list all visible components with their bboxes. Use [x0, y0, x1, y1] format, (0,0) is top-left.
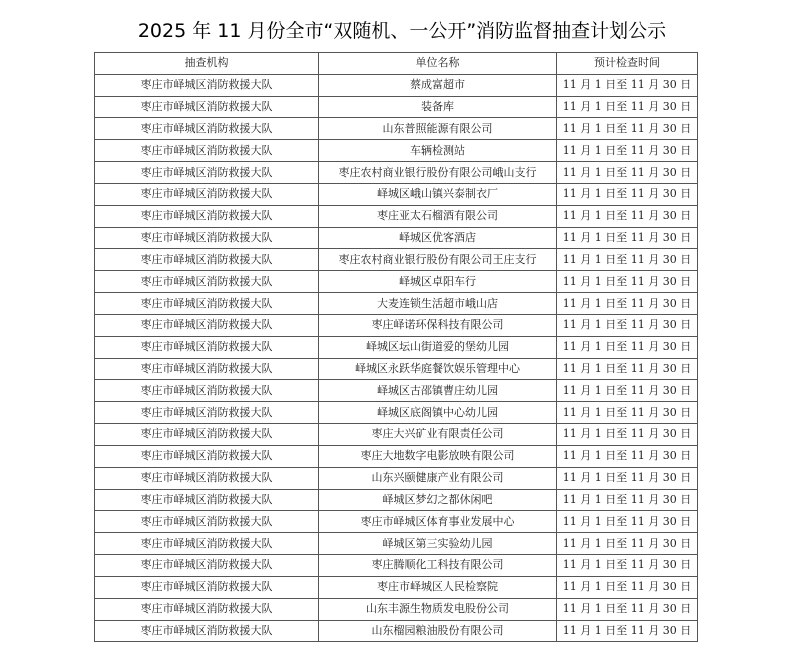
table-row [95, 140, 698, 162]
cell-unit-name: 车辆检测站 [319, 140, 557, 162]
table-row [95, 249, 698, 271]
cell-unit-name: 枣庄腾顺化工科技有限公司 [319, 555, 557, 577]
table-row [95, 489, 698, 511]
table-row [95, 445, 698, 467]
cell-inspection-agency: 枣庄市峄城区消防救援大队 [95, 205, 319, 227]
cell-inspection-time: 11 月 1 日至 11 月 30 日 [557, 227, 698, 249]
cell-inspection-agency: 枣庄市峄城区消防救援大队 [95, 118, 319, 140]
table-body [95, 74, 698, 642]
cell-unit-name: 枣庄农村商业银行股份有限公司峨山支行 [319, 162, 557, 184]
cell-unit-name: 枣庄农村商业银行股份有限公司王庄支行 [319, 249, 557, 271]
header-unit-name: 单位名称 [319, 53, 557, 75]
cell-inspection-agency: 枣庄市峄城区消防救援大队 [95, 402, 319, 424]
cell-inspection-time: 11 月 1 日至 11 月 30 日 [557, 205, 698, 227]
cell-inspection-time: 11 月 1 日至 11 月 30 日 [557, 118, 698, 140]
header-planned-inspection-time: 预计检查时间 [557, 53, 698, 75]
cell-inspection-agency: 枣庄市峄城区消防救援大队 [95, 489, 319, 511]
cell-inspection-time: 11 月 1 日至 11 月 30 日 [557, 511, 698, 533]
cell-unit-name: 山东榴园粮油股份有限公司 [319, 620, 557, 642]
cell-inspection-time: 11 月 1 日至 11 月 30 日 [557, 445, 698, 467]
cell-inspection-agency: 枣庄市峄城区消防救援大队 [95, 555, 319, 577]
table-row [95, 555, 698, 577]
cell-inspection-time: 11 月 1 日至 11 月 30 日 [557, 598, 698, 620]
table-row [95, 467, 698, 489]
table-row [95, 271, 698, 293]
cell-inspection-agency: 枣庄市峄城区消防救援大队 [95, 467, 319, 489]
cell-inspection-time: 11 月 1 日至 11 月 30 日 [557, 183, 698, 205]
table-row [95, 183, 698, 205]
table-row [95, 380, 698, 402]
cell-inspection-agency: 枣庄市峄城区消防救援大队 [95, 293, 319, 315]
cell-unit-name: 枣庄市峄城区体育事业发展中心 [319, 511, 557, 533]
cell-unit-name: 山东兴颐健康产业有限公司 [319, 467, 557, 489]
table-row [95, 293, 698, 315]
cell-unit-name: 蔡成富超市 [319, 74, 557, 96]
header-inspection-agency: 抽查机构 [95, 53, 319, 75]
cell-unit-name: 峄城区底阁镇中心幼儿园 [319, 402, 557, 424]
cell-unit-name: 枣庄峄诺环保科技有限公司 [319, 314, 557, 336]
table-row [95, 74, 698, 96]
cell-unit-name: 峄城区梦幻之都休闲吧 [319, 489, 557, 511]
table-row [95, 511, 698, 533]
cell-inspection-agency: 枣庄市峄城区消防救援大队 [95, 336, 319, 358]
cell-inspection-time: 11 月 1 日至 11 月 30 日 [557, 249, 698, 271]
cell-inspection-time: 11 月 1 日至 11 月 30 日 [557, 576, 698, 598]
cell-inspection-time: 11 月 1 日至 11 月 30 日 [557, 380, 698, 402]
cell-inspection-agency: 枣庄市峄城区消防救援大队 [95, 511, 319, 533]
cell-unit-name: 峄城区永跃华庭餐饮娱乐管理中心 [319, 358, 557, 380]
cell-inspection-agency: 枣庄市峄城区消防救援大队 [95, 183, 319, 205]
cell-unit-name: 枣庄市峄城区人民检察院 [319, 576, 557, 598]
document-title: 2025 年 11 月份全市“双随机、一公开”消防监督抽查计划公示 [137, 20, 667, 42]
cell-unit-name: 峄城区卓阳车行 [319, 271, 557, 293]
cell-inspection-agency: 枣庄市峄城区消防救援大队 [95, 620, 319, 642]
table-row [95, 358, 698, 380]
table-row [95, 227, 698, 249]
cell-inspection-time: 11 月 1 日至 11 月 30 日 [557, 162, 698, 184]
cell-inspection-time: 11 月 1 日至 11 月 30 日 [557, 140, 698, 162]
cell-inspection-agency: 枣庄市峄城区消防救援大队 [95, 598, 319, 620]
cell-unit-name: 峄城区坛山街道爱的堡幼儿园 [319, 336, 557, 358]
cell-inspection-time: 11 月 1 日至 11 月 30 日 [557, 74, 698, 96]
table-row [95, 205, 698, 227]
cell-inspection-agency: 枣庄市峄城区消防救援大队 [95, 271, 319, 293]
cell-unit-name: 山东普照能源有限公司 [319, 118, 557, 140]
cell-inspection-time: 11 月 1 日至 11 月 30 日 [557, 533, 698, 555]
cell-inspection-time: 11 月 1 日至 11 月 30 日 [557, 293, 698, 315]
table-row [95, 576, 698, 598]
cell-inspection-time: 11 月 1 日至 11 月 30 日 [557, 314, 698, 336]
cell-inspection-agency: 枣庄市峄城区消防救援大队 [95, 533, 319, 555]
cell-inspection-agency: 枣庄市峄城区消防救援大队 [95, 424, 319, 446]
cell-inspection-time: 11 月 1 日至 11 月 30 日 [557, 555, 698, 577]
cell-unit-name: 大麦连锁生活超市峨山店 [319, 293, 557, 315]
cell-unit-name: 山东丰源生物质发电股份公司 [319, 598, 557, 620]
cell-inspection-time: 11 月 1 日至 11 月 30 日 [557, 358, 698, 380]
inspection-plan-table [94, 52, 698, 642]
cell-unit-name: 峄城区峨山镇兴泰制衣厂 [319, 183, 557, 205]
cell-inspection-agency: 枣庄市峄城区消防救援大队 [95, 140, 319, 162]
cell-inspection-agency: 枣庄市峄城区消防救援大队 [95, 96, 319, 118]
cell-unit-name: 峄城区古邵镇曹庄幼儿园 [319, 380, 557, 402]
table-row [95, 533, 698, 555]
cell-inspection-agency: 枣庄市峄城区消防救援大队 [95, 445, 319, 467]
table-row [95, 336, 698, 358]
cell-inspection-time: 11 月 1 日至 11 月 30 日 [557, 96, 698, 118]
cell-inspection-agency: 枣庄市峄城区消防救援大队 [95, 74, 319, 96]
cell-inspection-agency: 枣庄市峄城区消防救援大队 [95, 162, 319, 184]
cell-inspection-agency: 枣庄市峄城区消防救援大队 [95, 380, 319, 402]
table-row [95, 402, 698, 424]
cell-inspection-time: 11 月 1 日至 11 月 30 日 [557, 271, 698, 293]
table-row [95, 620, 698, 642]
table-row [95, 424, 698, 446]
cell-inspection-time: 11 月 1 日至 11 月 30 日 [557, 467, 698, 489]
cell-inspection-agency: 枣庄市峄城区消防救援大队 [95, 358, 319, 380]
table-row [95, 162, 698, 184]
cell-inspection-agency: 枣庄市峄城区消防救援大队 [95, 249, 319, 271]
cell-inspection-agency: 枣庄市峄城区消防救援大队 [95, 314, 319, 336]
table-header-row [95, 53, 698, 75]
cell-inspection-agency: 枣庄市峄城区消防救援大队 [95, 576, 319, 598]
cell-inspection-time: 11 月 1 日至 11 月 30 日 [557, 424, 698, 446]
cell-inspection-agency: 枣庄市峄城区消防救援大队 [95, 227, 319, 249]
cell-inspection-time: 11 月 1 日至 11 月 30 日 [557, 402, 698, 424]
table-row [95, 314, 698, 336]
cell-inspection-time: 11 月 1 日至 11 月 30 日 [557, 336, 698, 358]
cell-unit-name: 峄城区第三实验幼儿园 [319, 533, 557, 555]
cell-unit-name: 峄城区优客酒店 [319, 227, 557, 249]
table-row [95, 96, 698, 118]
cell-inspection-time: 11 月 1 日至 11 月 30 日 [557, 489, 698, 511]
table-row [95, 598, 698, 620]
cell-inspection-time: 11 月 1 日至 11 月 30 日 [557, 620, 698, 642]
cell-unit-name: 枣庄大兴矿业有限责任公司 [319, 424, 557, 446]
cell-unit-name: 装备库 [319, 96, 557, 118]
cell-unit-name: 枣庄大地数字电影放映有限公司 [319, 445, 557, 467]
table-row [95, 118, 698, 140]
cell-unit-name: 枣庄亚太石榴酒有限公司 [319, 205, 557, 227]
